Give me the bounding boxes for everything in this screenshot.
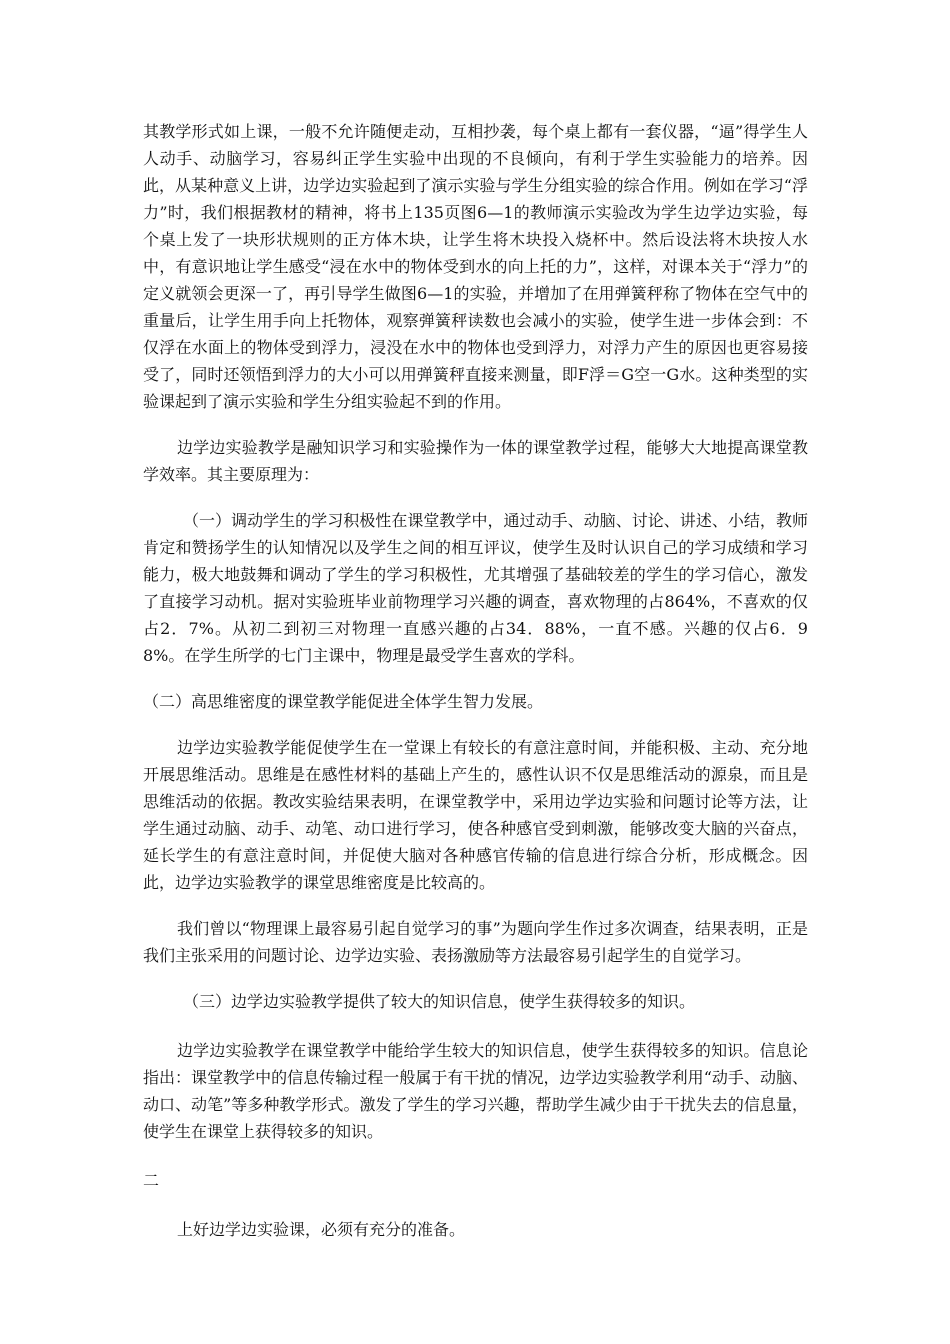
paragraph-buoyancy-example: 其教学形式如上课，一般不允许随便走动，互相抄袭，每个桌上都有一套仪器，“逼”得学生人人动手、动脑学习，容易纠正学生实验中出现的不良倾向，有利于学生实验能力的培养。因此，从某种意义上讲，边学边实验起到了演示实验与学生分组实验的综合作用。例如在学习“浮力”时，我们根据教材的精神，将书上135页图6—1的教师演示实验改为学生边学边实验，每个桌上发了一块形状规则的正方体木块，让学生将木块投入烧杯中。然后设法将木块按人水中，有意识地让学生感受“浸在水中的物体受到水的向上托的力”，这样，对课本关于“浮力”的定义就领会更深一了，再引导学生做图6—1的实验，并增加了在用弹簧秤称了物体在空气中的重量后，让学生用手向上托物体，观察弹簧秤读数也会减小的实验，使学生进一步体会到：不仅浮在水面上的物体受到浮力，浸没在水中的物体也受到浮力，对浮力产生的原因也更容易接受了，同时还领悟到浮力的大小可以用弹簧秤直接来测量，即F浮＝G空一G水。这种类型的实验课起到了演示实验和学生分组实验起不到的作用。: [143, 122, 808, 411]
paragraph-survey: 我们曾以“物理课上最容易引起自觉学习的事”为题向学生作过多次调查，结果表明，正是我们主张采用的问题讨论、边学边实验、表扬激励等方法最容易引起学生的自觉学习。: [143, 919, 808, 965]
paragraph-principle-two-heading: （二）高思维密度的课堂教学能促进全体学生智力发展。: [143, 692, 544, 711]
section-number: 二: [143, 1171, 160, 1190]
document-page: [143, 118, 808, 1243]
paragraph-principles-intro: 边学边实验教学是融知识学习和实验操作为一体的课堂教学过程，能够大大地提高课堂教学效率。其主要原理为：: [143, 438, 808, 484]
paragraph-principle-one: （一）调动学生的学习积极性在课堂教学中，通过动手、动脑、讨论、讲述、小结，教师肯定和赞扬学生的认知情况以及学生之间的相互评议，使学生及时认识自己的学习成绩和学习能力，极大地鼓舞和调动了学生的学习积极性，尤其增强了基础较差的学生的学习信心，激发了直接学习动机。据对实验班毕业前物理学习兴趣的调查，喜欢物理的占864%，不喜欢的仅占2．7%。从初二到初三对物理一直感兴趣的占34．88%，一直不感。兴趣的仅占6．98%。在学生所学的七门主课中，物理是最受学生喜欢的学科。: [143, 511, 808, 665]
paragraph-preparation: 上好边学边实验课，必须有充分的准备。: [177, 1220, 466, 1239]
paragraph-principle-three-body: 边学边实验教学在课堂教学中能给学生较大的知识信息，使学生获得较多的知识。信息论指出：课堂教学中的信息传输过程一般属于有干扰的情况，边学边实验教学利用“动手、动脑、动口、动笔”等多种教学形式。激发了学生的学习兴趣，帮助学生减少由于干扰失去的信息量，使学生在课堂上获得较多的知识。: [143, 1041, 808, 1141]
paragraph-principle-three-heading: （三）边学边实验教学提供了较大的知识信息，使学生获得较多的知识。: [183, 992, 696, 1011]
paragraph-principle-two-body: 边学边实验教学能促使学生在一堂课上有较长的有意注意时间，并能积极、主动、充分地开展思维活动。思维是在感性材料的基础上产生的，感性认识不仅是思维活动的源泉，而且是思维活动的依据。教改实验结果表明，在课堂教学中，采用边学边实验和问题讨论等方法，让学生通过动脑、动手、动笔、动口进行学习，使各种感官受到刺激，能够改变大脑的兴奋点，延长学生的有意注意时间，并促使大脑对各种感官传输的信息进行综合分析，形成概念。因此，边学边实验教学的课堂思维密度是比较高的。: [143, 738, 808, 892]
